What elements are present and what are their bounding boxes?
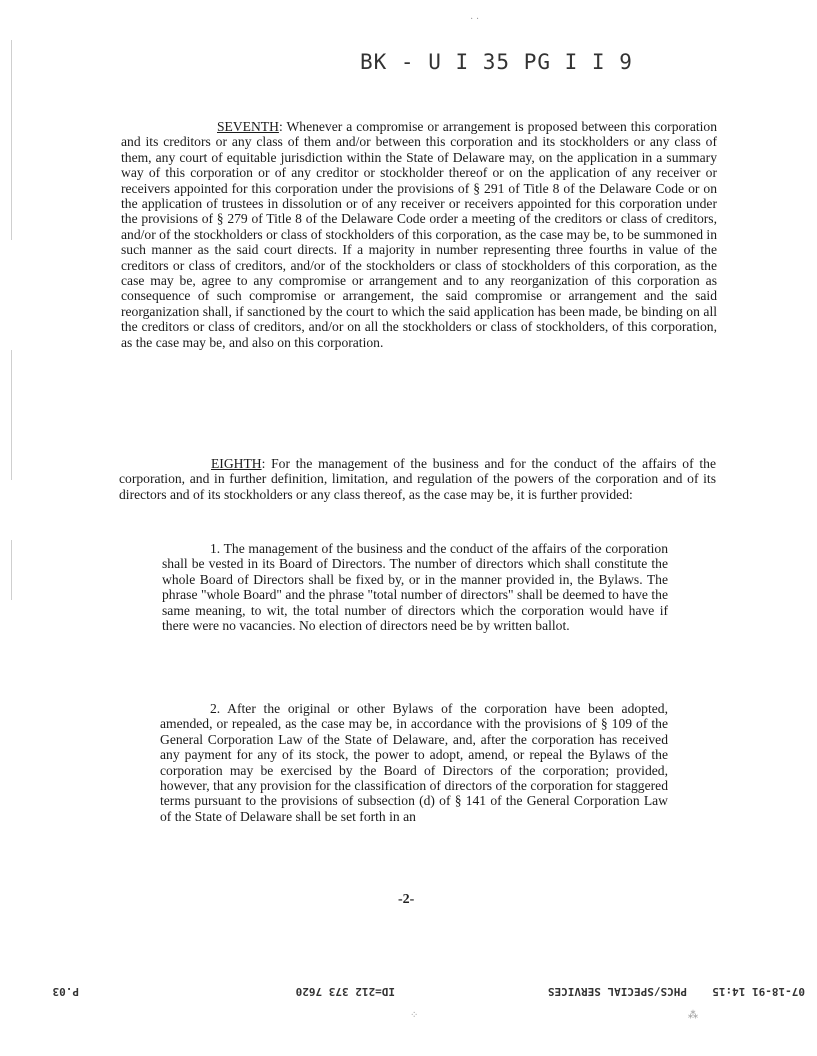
article-seventh-heading: SEVENTH — [217, 119, 279, 134]
scan-speck: · · — [470, 14, 480, 25]
fax-sender: PHCS/SPECIAL SERVICES — [547, 985, 687, 998]
article-eighth-heading: EIGHTH — [211, 456, 262, 471]
scan-margin-line — [11, 540, 12, 600]
page-number: -2- — [398, 892, 415, 907]
article-eighth-paragraph — [119, 456, 716, 502]
eighth-item-2: 2. After the original or other Bylaws of the corporation have been adopted, amended, or repealed, as the case may be, in accordance with the provisions of § 109 of the General Corporation Law of the State of Delaware, and, after the corporation has received any payment for any of its stock, the power to adopt, amend, or repeal the Bylaws of the corporation may be exercised by the Board of Directors of the corporation; provided, however, that any provision for the classification of directors of the corporation for staggered terms pursuant to the provisions of subsection (d) of § 141 of the General Corporation Law of the State of Delaware shall be set forth in an — [160, 701, 668, 824]
article-seventh-text: : Whenever a compromise or arrangement is proposed between this corporation and its creditors or any class of them and/or between this corporation and its stockholders or any class of them, any court of equitable jurisdiction within the State of Delaware may, on the application in a summary way of this corporation or of any creditor or stockholder thereof or on the application of any receiver or receivers appointed for this corporation under the provisions of § 291 of Title 8 of the Delaware Code or on the application of trustees in dissolution or of any receiver or receivers appointed for this corporation under the provisions of § 279 of Title 8 of the Delaware Code order a meeting of the creditors or class of creditors, and/or of the stockholders or class of stockholders of this corporation, as the case may be, to be summoned in such manner as the said court directs. If a majority in number representing three fourths in value of the creditors or class of creditors, and/or of the stockholders or class of stockholders of this corporation, as the case may be, agree to any compromise or arrangement and to any reorganization of this corporation as consequence of such compromise or arrangement, the said compromise or arrangement and the said reorganization shall, if sanctioned by the court to which the said application has been made, be binding on all the creditors or class of creditors, and/or on all the stockholders or class of stockholders, of this corporation, as the case may be, and also on this corporation. — [121, 119, 717, 350]
article-seventh-paragraph — [121, 119, 717, 350]
article-eighth-text: : For the management of the business and for the conduct of the affairs of the corporation, and in further definition, limitation, and regulation of the powers of the corporation and of its directors and of its stockholders or any class thereof, as the case may be, it is further provided: — [119, 456, 716, 502]
fax-page-number: P.03 — [52, 985, 79, 998]
eighth-item-1: 1. The management of the business and the conduct of the affairs of the corporation shall be vested in its Board of Directors. The number of directors which shall constitute the whole Board of Directors shall be fixed by, or in the manner provided in, the Bylaws. The phrase "whole Board" and the phrase "total number of directors" shall be deemed to have the same meaning, to wit, the total number of directors which the corporation would have if there were no vacancies. No election of directors need be by written ballot. — [162, 541, 668, 634]
scan-margin-line — [11, 40, 12, 240]
scan-margin-line — [11, 350, 12, 480]
fax-date-time: 07-18-91 14:15 — [712, 985, 805, 998]
fax-transmission-header — [0, 980, 817, 1000]
book-page-stamp: BK - U I 35 PG I I 9 — [360, 50, 633, 74]
fax-id: ID=212 373 7620 — [295, 985, 395, 998]
scan-speck: ⁘ — [410, 1010, 419, 1021]
scan-speck: ⁂ — [688, 1010, 698, 1021]
